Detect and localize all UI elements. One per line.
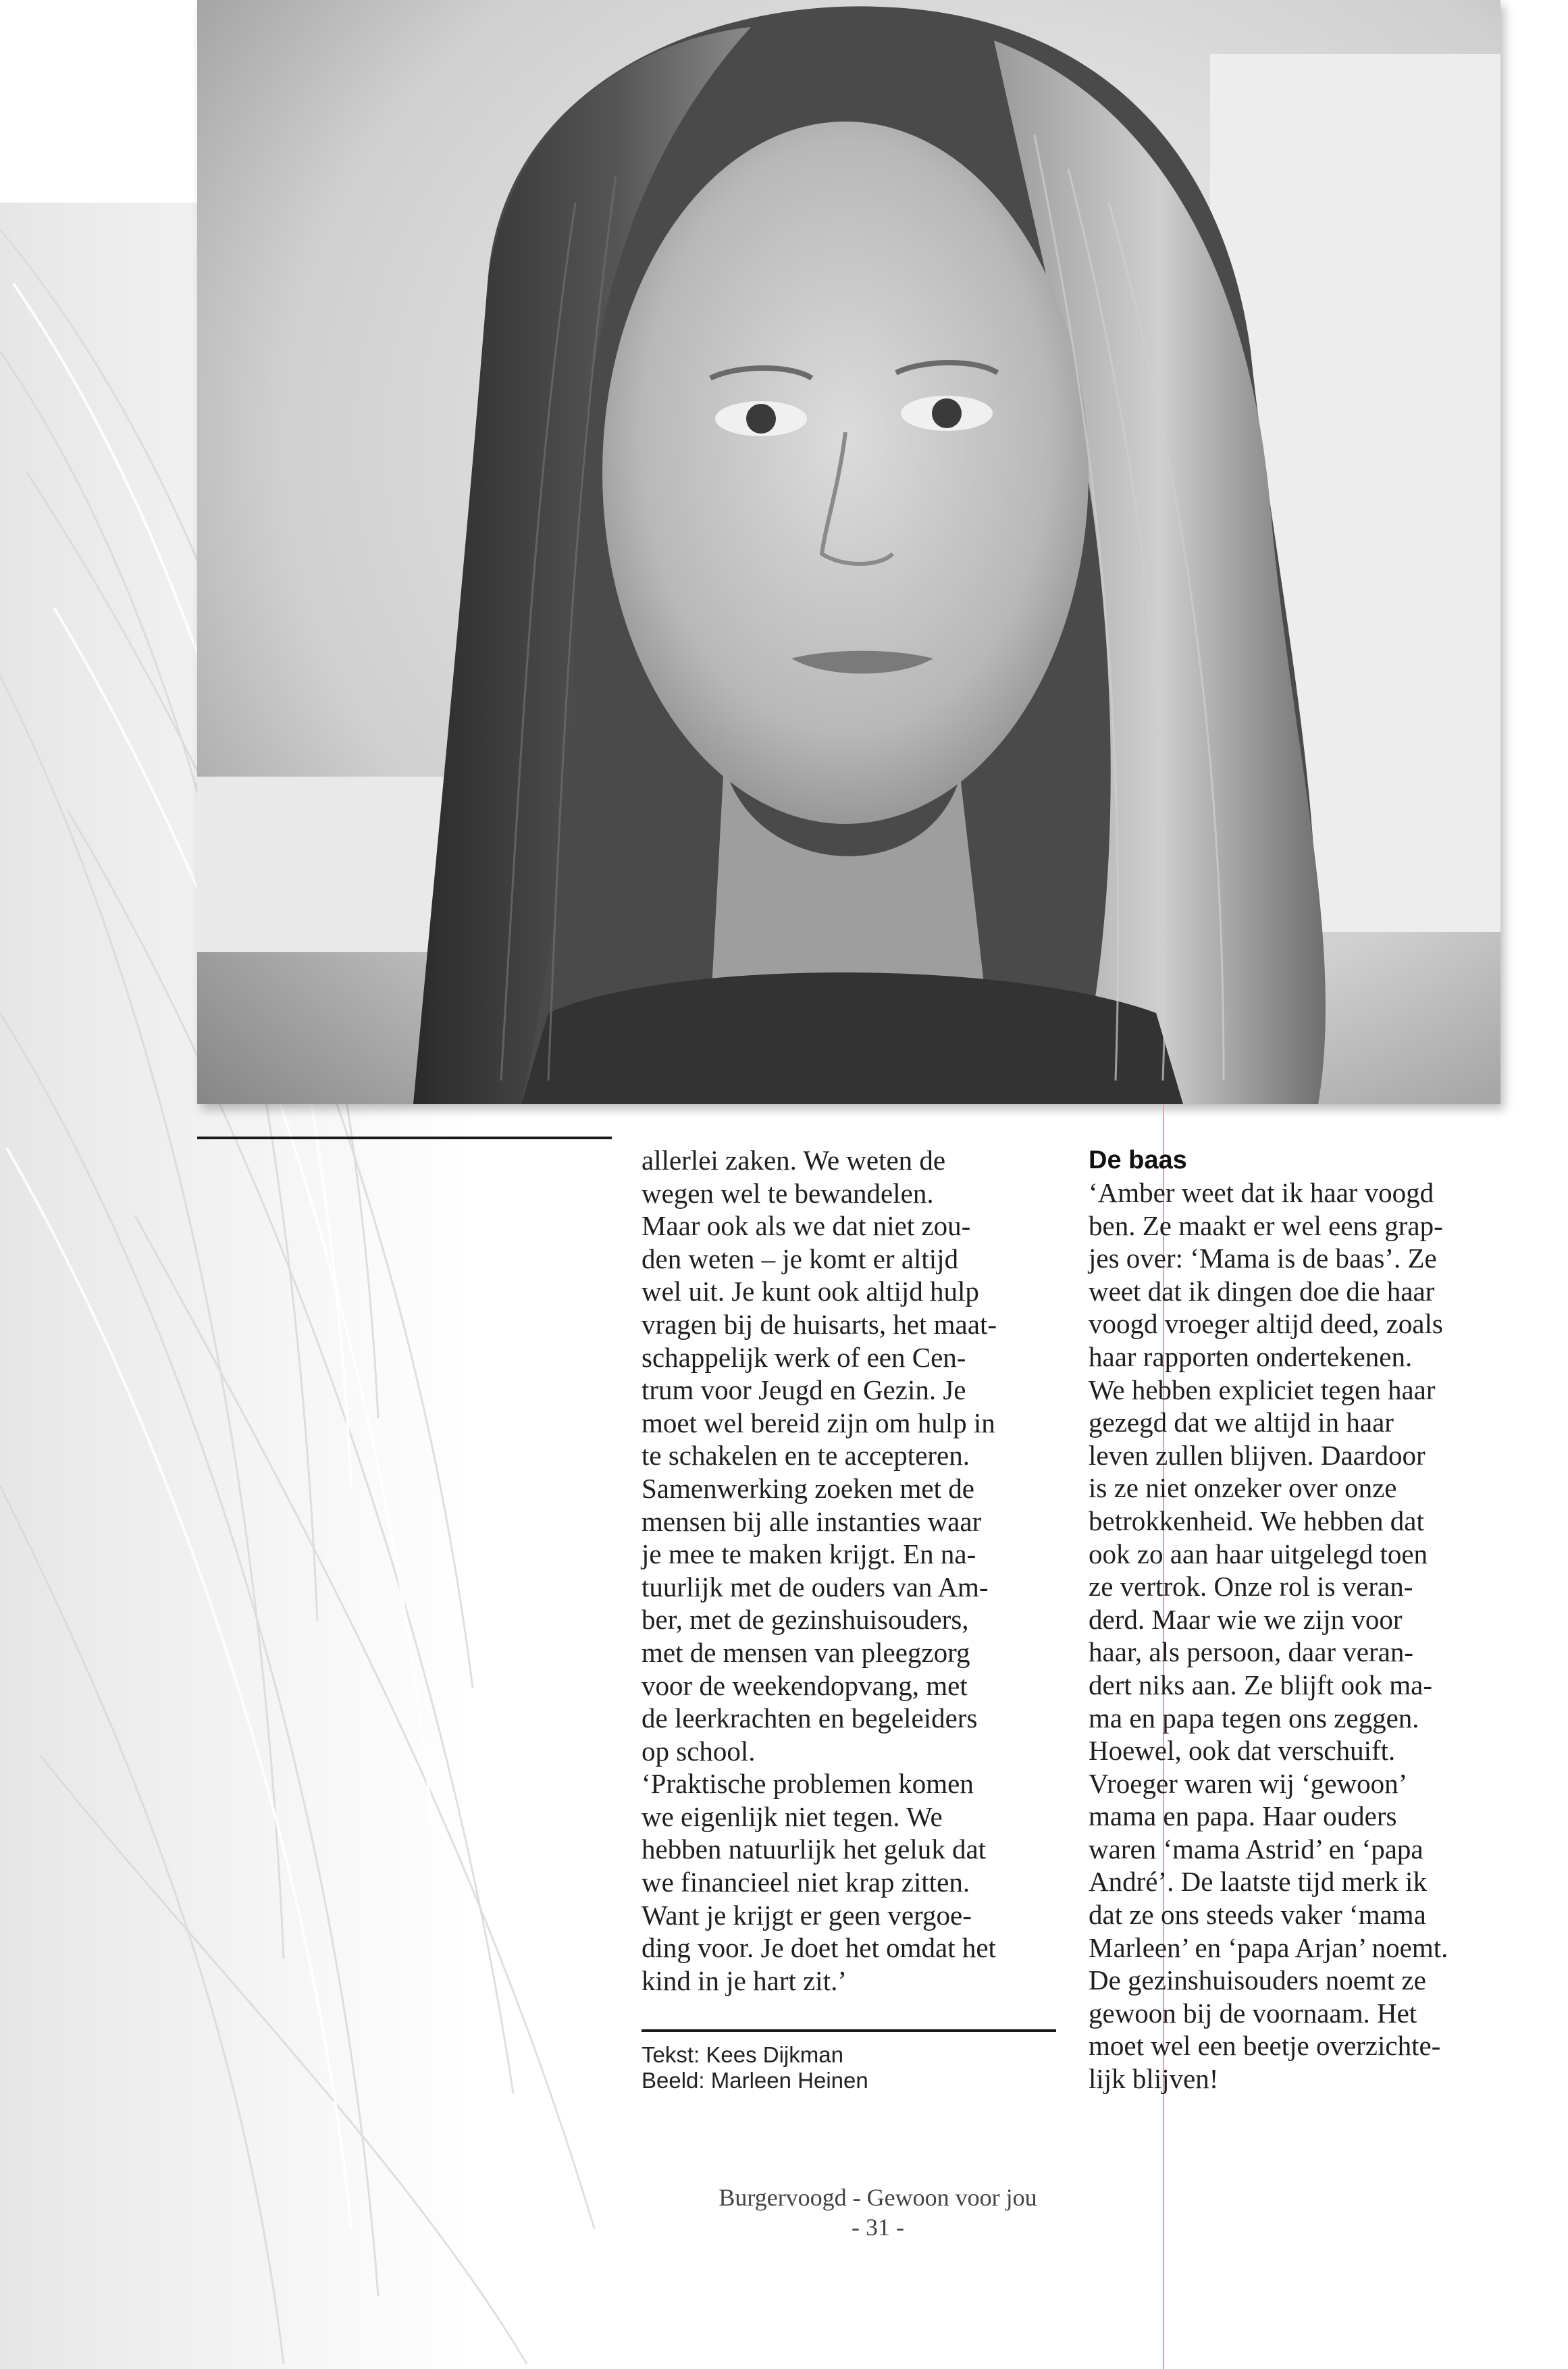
text-line: je mee te maken krijgt. En na- (642, 1538, 976, 1570)
text-line: mama en papa. Haar ouders (1089, 1800, 1397, 1832)
text-line: ‘Amber weet dat ik haar voogd (1089, 1177, 1434, 1208)
text-line: gezegd dat we altijd in haar (1089, 1407, 1394, 1438)
text-line: wegen wel te bewandelen. (642, 1177, 934, 1209)
credits-rule (642, 2029, 1056, 2032)
text-line: voogd vroeger altijd deed, zoals (1089, 1308, 1443, 1340)
text-line: ber, met de gezinshuisouders, (642, 1604, 969, 1636)
article-column-2 (1089, 1144, 1507, 2095)
text-line: betrokkenheid. We hebben dat (1089, 1505, 1424, 1536)
text-line: moet wel een beetje overzichte- (1089, 2030, 1441, 2062)
text-line: derd. Maar wie we zijn voor (1089, 1603, 1403, 1635)
text-line: den weten – je komt er altijd (642, 1243, 959, 1274)
text-line: ma en papa tegen ons zeggen. (1089, 1702, 1419, 1734)
text-line: allerlei zaken. We weten de (642, 1145, 946, 1176)
text-line: weet dat ik dingen doe die haar (1089, 1275, 1435, 1307)
article-paragraph (642, 1144, 1067, 1997)
text-line: voor de weekendopvang, met (642, 1669, 968, 1701)
text-line: hebben natuurlijk het geluk dat (642, 1833, 987, 1865)
text-line: met de mensen van pleegzorg (642, 1636, 970, 1668)
text-line: Marleen’ en ‘papa Arjan’ noemt. (1089, 1931, 1448, 1963)
credit-image: Beeld: Marleen Heinen (642, 2068, 868, 2093)
text-line: Samenwerking zoeken met de (642, 1472, 974, 1504)
text-line: Hoewel, ook dat verschuift. (1089, 1735, 1396, 1767)
text-line: Maar ook als we dat niet zou- (642, 1210, 971, 1242)
text-line: schappelijk werk of een Cen- (642, 1341, 966, 1373)
portrait-photo (197, 0, 1500, 1104)
text-line: mensen bij alle instanties waar (642, 1505, 982, 1537)
credits (642, 2042, 868, 2093)
text-line: haar, als persoon, daar veran- (1089, 1636, 1414, 1668)
text-line: Want je krijgt er geen vergoe- (642, 1899, 972, 1931)
text-line: vragen bij de huisarts, het maat- (642, 1308, 997, 1340)
text-line: tuurlijk met de ouders van Am- (642, 1571, 989, 1603)
text-line: moet wel bereid zijn om hulp in (642, 1407, 995, 1438)
text-line: ook zo aan haar uitgelegd toen (1089, 1538, 1428, 1569)
credit-text: Tekst: Kees Dijkman (642, 2042, 843, 2067)
text-line: ding voor. Je doet het omdat het (642, 1932, 996, 1964)
text-line: op school. (642, 1735, 756, 1767)
page-number: - 31 - (852, 2214, 904, 2241)
text-line: we financieel niet krap zitten. (642, 1867, 970, 1898)
text-line: de leerkrachten en begeleiders (642, 1702, 978, 1734)
text-line: dat ze ons steeds vaker ‘mama (1089, 1899, 1426, 1931)
text-line: kind in je hart zit.’ (642, 1964, 847, 1996)
text-line: De gezinshuisouders noemt ze (1089, 1964, 1426, 1996)
decorative-rule (197, 1137, 612, 1139)
article-paragraph (1089, 1176, 1507, 2095)
text-line: Vroeger waren wij ‘gewoon’ (1089, 1767, 1408, 1799)
text-line: lijk blijven! (1089, 2063, 1219, 2095)
page-footer (662, 2183, 1094, 2242)
text-line: trum voor Jeugd en Gezin. Je (642, 1374, 966, 1406)
text-line: André’. De laatste tijd merk ik (1089, 1866, 1427, 1898)
text-line: waren ‘mama Astrid’ en ‘papa (1089, 1833, 1423, 1865)
text-line: leven zullen blijven. Daardoor (1089, 1439, 1426, 1471)
text-line: dert niks aan. Ze blijft ook ma- (1089, 1669, 1432, 1700)
publication-name: Burgervoogd - Gewoon voor jou (718, 2184, 1037, 2211)
text-line: wel uit. Je kunt ook altijd hulp (642, 1276, 979, 1307)
text-line: we eigenlijk niet tegen. We (642, 1800, 943, 1832)
article-column-1 (642, 1144, 1067, 1997)
text-line: te schakelen en te accepteren. (642, 1440, 970, 1472)
text-line: haar rapporten ondertekenen. (1089, 1340, 1413, 1372)
text-line: jes over: ‘Mama is de baas’. Ze (1089, 1243, 1437, 1274)
section-heading: De baas (1089, 1146, 1187, 1174)
text-line: We hebben expliciet tegen haar (1089, 1374, 1436, 1405)
text-line: ‘Praktische problemen komen (642, 1768, 974, 1800)
text-line: ben. Ze maakt er wel eens grap- (1089, 1209, 1443, 1241)
text-line: ze vertrok. Onze rol is veran- (1089, 1571, 1413, 1603)
text-line: gewoon bij de voornaam. Het (1089, 1997, 1417, 2029)
text-line: is ze niet onzeker over onze (1089, 1472, 1397, 1504)
